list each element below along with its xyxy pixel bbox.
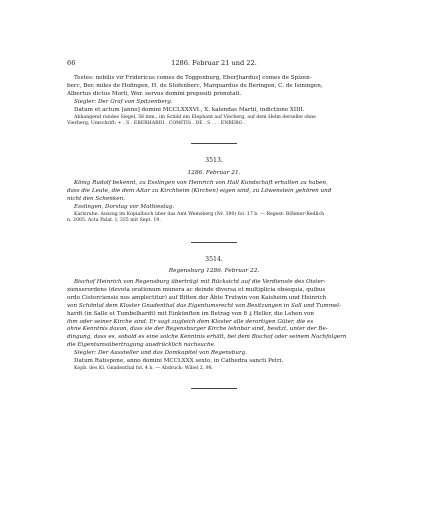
document-3513-body — [67, 180, 367, 225]
previous-document-tail — [67, 75, 367, 128]
document-date: 1286. Februar 21. — [187, 170, 241, 176]
document-date: Regensburg 1286. Februar 22. — [168, 268, 260, 274]
source-note: n. 2005. Acta Palat. I, 335 mit Sept. 19. — [67, 218, 161, 224]
page-number: 66 — [67, 59, 76, 67]
witness-line: Albertus dictus Morli, Wer. servus domini prepositi prenotati. — [67, 90, 242, 97]
summary-line: hardt (in Salle et Tumbelhardt) mit Einkünften im Betrag von 8 ₰ Heller, die Lehen von — [67, 310, 314, 317]
summary-line: Bischof Heinrich von Regensburg überträgt mit Rücksicht auf die Verdienste des Oister- — [74, 279, 326, 285]
seal-note: Siegler: Der Aussteller und das Domkapitel von Regensburg. — [74, 350, 247, 357]
source-note: Kopb. des Kl. Gnadenthal fol. 4 b. — Abdruck: Wibel 2, 98. — [74, 365, 214, 371]
witness-line: Testes: nobilis vir Fridericus comes de Toggenburg, Eber[hardus] comes de Spizen- — [74, 75, 312, 81]
dating-clause: Datum Ratispone, anno domini MCCLXXX sexto, in Cathedra sancti Petri. — [74, 358, 284, 365]
document-number: 3514. — [205, 256, 223, 263]
source-note: Karlsruhe. Auszug im Kopialbuch über das Amt Weinsberg (Nr. 390) fol. 17 b. — Regest: Böhmer-Redlich — [74, 211, 325, 217]
seal-note: Siegler: Der Graf von Spitzenberg. — [74, 98, 173, 105]
summary-line: ordo Cisterciensis nos amplectitur) auf Bitten der Äbte Trutwin von Kaisheim und Heinrich — [67, 294, 327, 301]
summary-line: die Eigentumsübertragung ausdrücklich nachsuche. — [67, 342, 216, 349]
document-number: 3513. — [205, 157, 223, 164]
source-note: Vierberg; Umschrift: + . S . EBERHARDI . COMITIS . DE . S . . . ENBERG . — [67, 121, 246, 127]
divider — [191, 143, 237, 144]
place-date-line: Esslingen, Dorstag vor Mathiestag. — [74, 203, 175, 210]
summary-line: ohne Kenntnis davon, dass sie der Regensburger Kirche lehnbar sind, besitzt, unter der Be- — [67, 326, 328, 333]
witness-line: berc, Ber. miles de Hofingen, H. de Stofenberc, Marquardus de Beringen, C. de Isiningen, — [67, 82, 323, 89]
divider — [191, 242, 237, 243]
running-title: 1286. Februar 21 und 22. — [171, 59, 257, 67]
summary-line: von Schöntal dem Kloster Gnadenthal das Eigentumsrecht von Besitzungen in Sall und Tummel- — [67, 302, 341, 309]
summary-line: dingung, dass es, sobald es eine solche Kenntnis erhält, bei dem Bischof oder seinem Nachfolgern — [67, 334, 347, 341]
summary-line: dass die Leute, die dem Altar zu Kirchheim (Kirchen) eigen sind, zu Löwenstein gehören und — [67, 187, 332, 194]
divider — [191, 388, 237, 389]
document-3514-body — [67, 279, 367, 373]
summary-line: König Rudolf bekennt, zu Esslingen von Heinrich von Hall Kundschaft erhalten zu haben, — [74, 180, 328, 186]
source-note: Abhangend rundes Siegel, 56 mm., im Schild ein Elephant auf Vierberg, auf dem Helm derselbe ohne — [74, 114, 316, 120]
dating-clause: Datum et actum [anno] domini MCCLXXXVI., X. kalendas Martii, indictione XIIII. — [74, 106, 305, 113]
summary-line: nicht den Schenken. — [67, 195, 125, 202]
summary-line: ihm oder seiner Kirche sind. Er sagt zugleich dem Kloster alle derartigen Güter, die es — [67, 318, 314, 325]
summary-line: zienserordens (devota orationum munera ac deinde diversa et multiplicia obsequia, quibus — [67, 286, 326, 293]
